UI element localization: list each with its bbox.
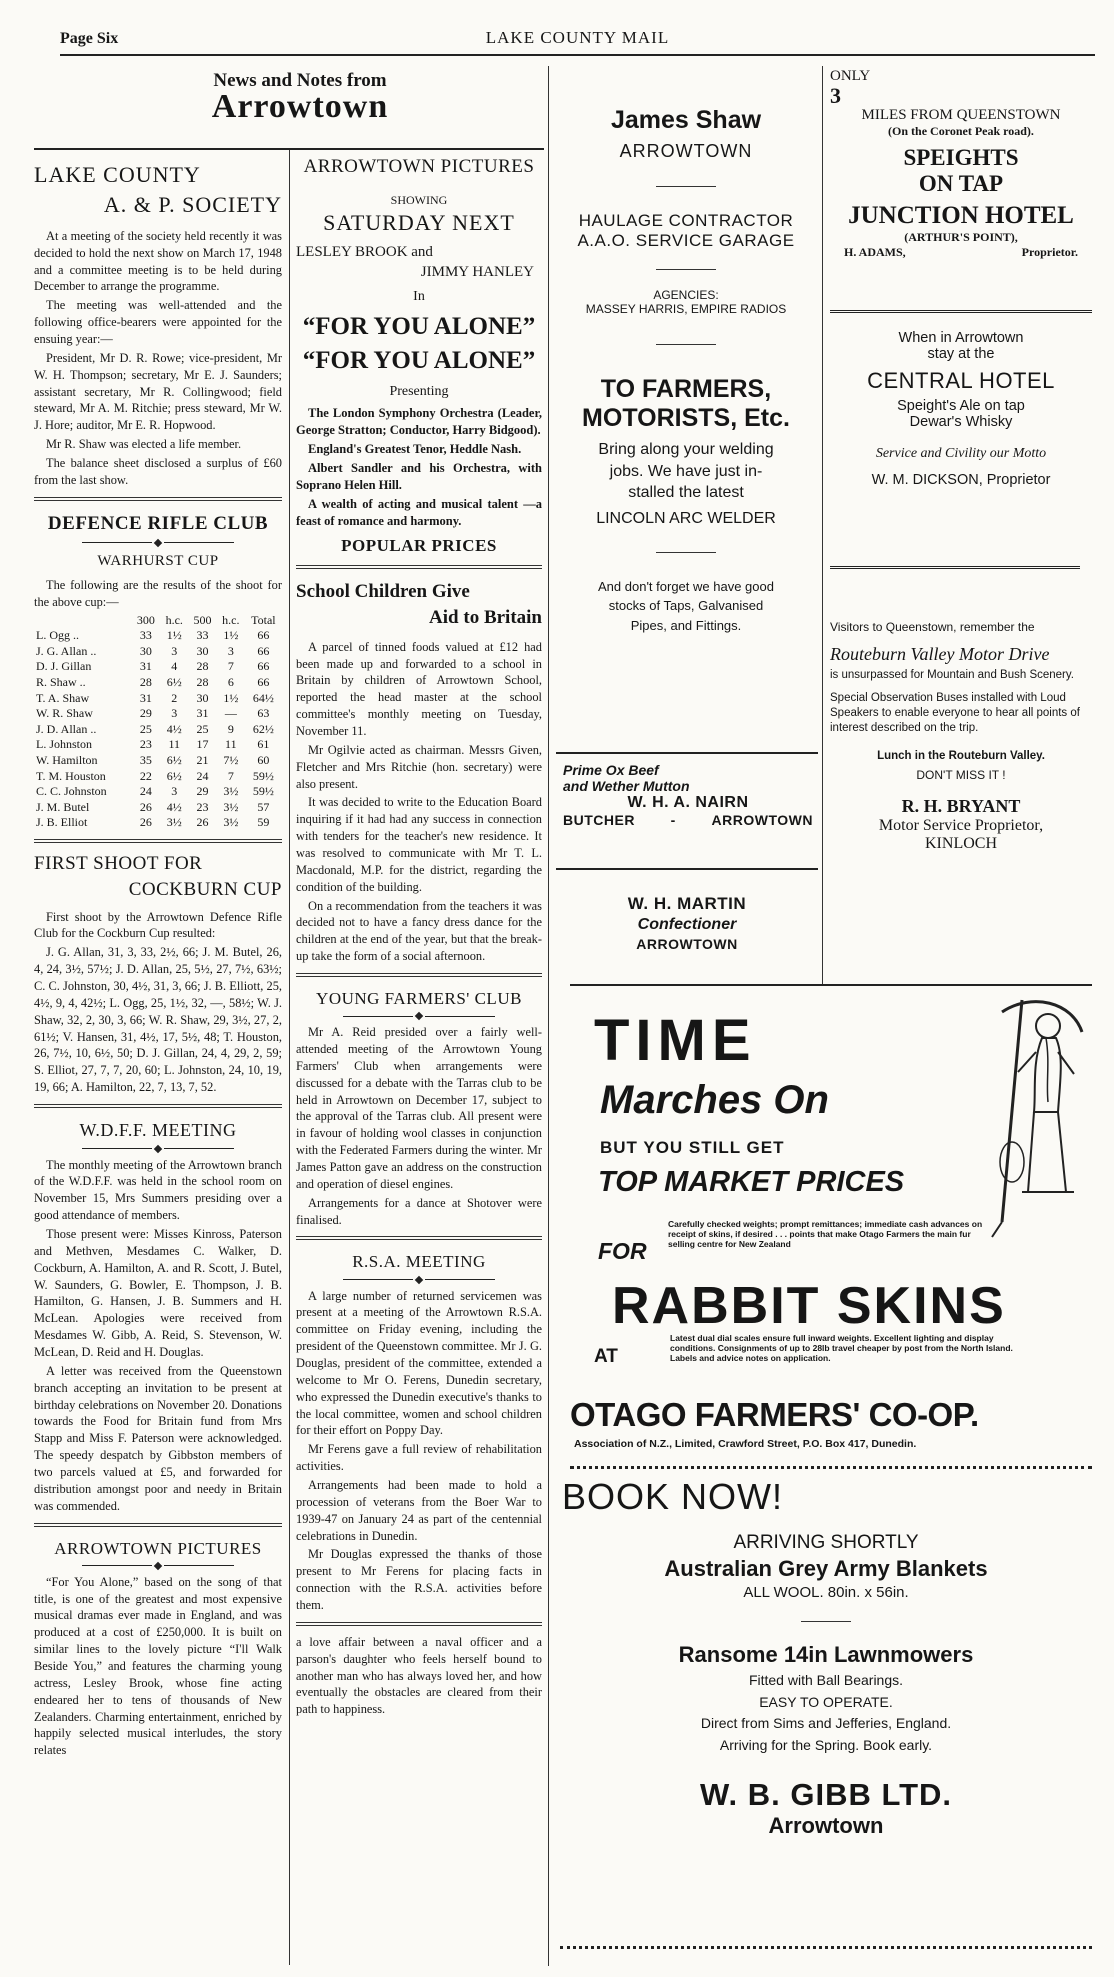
school-para: A parcel of tinned foods valued at £12 had been made up and forwarded to a school in Britain by children of Arrowtown School, reported the head master at the school committee's monthly meeting on Tuesday, November 11. bbox=[296, 639, 542, 738]
ornament-rule bbox=[34, 1562, 282, 1570]
table-row: T. A. Shaw 31 2 30 1½ 64½ bbox=[36, 690, 274, 705]
section-rule bbox=[34, 1523, 282, 1527]
star-2: JIMMY HANLEY bbox=[420, 264, 534, 281]
central-name: CENTRAL HOTEL bbox=[867, 368, 1055, 393]
gibb-fitted: Fitted with Ball Bearings. bbox=[748, 1672, 904, 1688]
lcas-title-1: LAKE COUNTY bbox=[34, 162, 201, 187]
table-row: L. Johnston 23 11 17 11 61 bbox=[36, 737, 270, 752]
lcas-para: The meeting was well-attended and the following office-bearers were appointed for the ensuing year:— bbox=[34, 298, 282, 346]
ad-line: A wealth of acting and musical talent —a feast of romance and harmony. bbox=[296, 496, 542, 528]
routeburn-special: Special Observation Buses installed with Loud Speakers to enable everyone to hear all points of interest described on the trip. bbox=[830, 692, 1080, 734]
showing-when: SATURDAY NEXT bbox=[323, 210, 515, 236]
gibb-spring: Arriving for the Spring. Book early. bbox=[719, 1737, 933, 1754]
gibb-town: Arrowtown bbox=[768, 1812, 884, 1838]
routeburn-lunch: Lunch in the Routeburn Valley. bbox=[877, 749, 1045, 762]
wdff-para: Those present were: Misses Kinross, Paterson and Methven, Mesdames C. Walker, D. Cockburn, A. Hamilton, A. and R. Scott, J. Butel, W. Saunders, G. Bowler, E. Thompson, J. B. Hamilton, G. Hansen, J. B. Summers and H. McLean. Apologies were received from Mesdames W. Gibb, A. Reid, S. Stevenson, W. McLean, D. Reid and H. Douglas. bbox=[34, 1226, 282, 1359]
dont-line: And don't forget we have good bbox=[598, 578, 774, 594]
section-rule bbox=[34, 497, 282, 501]
school-para: Mr Ogilvie acted as chairman. Messrs Given, Fletcher and Mrs Ritchie (hon. secretary) were also present. bbox=[296, 742, 542, 791]
ad-rule bbox=[556, 752, 818, 754]
otago-top: TOP MARKET PRICES bbox=[598, 1166, 905, 1198]
junction-only: ONLY bbox=[830, 68, 871, 84]
junction-hotel: JUNCTION HOTEL bbox=[848, 201, 1074, 229]
routeburn-title: Motor Service Proprietor, bbox=[878, 816, 1044, 834]
school-para: It was decided to write to the Education Board inquiring if it had had any success in connection with tenders for the teacher's new residence. It was resolved to communicate with Mr T. L. Macdonald, M.P. for the district, regarding the condition of the building. bbox=[296, 795, 542, 894]
section-rule bbox=[296, 1236, 542, 1240]
shaw-name: James Shaw bbox=[610, 106, 762, 134]
table-row: W. R. Shaw 29 3 31 — 63 bbox=[36, 706, 270, 721]
agencies-brands: MASSEY HARRIS, EMPIRE RADIOS bbox=[585, 302, 787, 316]
rsa-para: Mr Ferens gave a full review of rehabilitation activities. bbox=[296, 1442, 542, 1474]
routeburn-name: Routeburn Valley Motor Drive bbox=[830, 644, 1050, 664]
nairn-dash: - bbox=[670, 812, 676, 828]
nairn-line-2: and Wether Mutton bbox=[563, 778, 690, 794]
central-motto: Service and Civility our Motto bbox=[875, 446, 1047, 461]
martin-trade: Confectioner bbox=[637, 916, 737, 933]
section-rule bbox=[296, 1622, 542, 1626]
junction-owner: H. ADAMS, bbox=[844, 244, 906, 259]
rsa-para: A large number of returned servicemen was present at a meeting of the Arrowtown R.S.A. committee on Friday evening, including the president of the Queenstown committee. Mr J. G. Douglas, president of the committee, extended a welcome to Mr O. Ferens, Dunedin secretary, who expressed the Dunedin executive's thanks to the local committee, women and school children for their effort on Poppy Day. bbox=[296, 1288, 542, 1438]
pictures-continued: a love affair between a naval officer and a parson's daughter who feels herself bound to another man who has always loved her, and how eventually the obstacles are cleared from their path to happiness. bbox=[296, 1634, 542, 1717]
otago-small-2: Latest dual dial scales ensure full inward weights. Excellent lighting and display conditions. Consignments of up to 28lb travel cheaper by post from the North Island. Labels and advice notes on application. bbox=[670, 1333, 1013, 1363]
ad-rule bbox=[556, 868, 818, 870]
showing-label: SHOWING bbox=[390, 192, 448, 207]
ad-line: The London Symphony Orchestra (Leader, George Stratton; Conductor, Harry Bidgood). bbox=[296, 405, 542, 437]
ad-rule bbox=[830, 566, 1080, 569]
to-farmers: TO FARMERS, bbox=[600, 375, 772, 403]
dont-line: Pipes, and Fittings. bbox=[630, 617, 742, 633]
nairn-town: ARROWTOWN bbox=[711, 812, 813, 828]
presenting-label: Presenting bbox=[389, 383, 449, 399]
nairn-trade: BUTCHER bbox=[563, 812, 635, 828]
pictures-para: “For You Alone,” based on the song of that title, is one of the greatest and most expensive musical dramas ever made in England, and was produced at a cost of £250,000. It is built on similar lines to the lovely picture “I'll Walk Beside You,” and features the charming young actress, Lesley Brook, whose fine acting endeared her to tens of thousands of New Zealanders. Charming entertainment, enriched by happily selected musical interludes, the story relates bbox=[34, 1574, 282, 1758]
rsa-para: Arrangements had been made to hold a procession of veterans from the Boer War to 1939-47 on January 24 as part of the centennial celebrations in Dunedin. bbox=[296, 1477, 542, 1543]
nairn-name: W. H. A. NAIRN bbox=[627, 794, 749, 811]
martin-name: W. H. MARTIN bbox=[627, 894, 747, 913]
in-label: In bbox=[413, 288, 425, 304]
section-rule bbox=[34, 839, 282, 843]
welder: LINCOLN ARC WELDER bbox=[596, 509, 776, 527]
junction-road: (On the Coronet Peak road). bbox=[888, 124, 1034, 138]
martin-ad bbox=[556, 894, 818, 952]
column-rule bbox=[548, 66, 549, 1966]
central-ad bbox=[830, 330, 1092, 488]
nairn-ad bbox=[563, 762, 813, 828]
gibb-easy: EASY TO OPERATE. bbox=[759, 1693, 893, 1710]
ornament-rule bbox=[34, 539, 282, 547]
page-number: Page Six bbox=[60, 30, 119, 47]
central-when-2: stay at the bbox=[927, 346, 995, 362]
shaw-line-1: HAULAGE CONTRACTOR bbox=[578, 211, 794, 230]
rifle-results-table bbox=[34, 613, 282, 831]
lcas-title-2: A. & P. SOCIETY bbox=[103, 191, 282, 217]
page-header bbox=[60, 28, 1095, 56]
school-title-2: Aid to Britain bbox=[429, 606, 542, 628]
otago-but: BUT YOU STILL GET bbox=[600, 1138, 785, 1157]
otago-rabbit: RABBIT SKINS bbox=[612, 1277, 1006, 1335]
pictures-title: ARROWTOWN PICTURES bbox=[54, 1538, 262, 1558]
routeburn-ad bbox=[830, 620, 1092, 853]
table-row: C. C. Johnston 24 3 29 3½ 59½ bbox=[36, 784, 274, 799]
routeburn-owner: R. H. BRYANT bbox=[901, 795, 1021, 816]
central-owner: W. M. DICKSON, Proprietor bbox=[871, 472, 1051, 488]
bring-line: jobs. We have just in- bbox=[609, 462, 763, 480]
wdff-para: The monthly meeting of the Arrowtown branch of the W.D.F.F. was held in the school room on November 15, Mrs Summers presiding over a good attendance of members. bbox=[34, 1157, 282, 1223]
film-title-2: “FOR YOU ALONE” bbox=[302, 346, 536, 374]
ad-line: England's Greatest Tenor, Heddle Nash. bbox=[308, 441, 522, 456]
school-title-1: School Children Give bbox=[296, 581, 470, 602]
to-motorists: MOTORISTS, Etc. bbox=[582, 404, 790, 432]
agencies-label: AGENCIES: bbox=[653, 288, 719, 302]
ornament-rule bbox=[296, 1276, 542, 1284]
table-row: T. M. Houston 22 6½ 24 7 59½ bbox=[36, 768, 274, 783]
speights-1: SPEIGHTS bbox=[903, 145, 1019, 170]
lcas-para: Mr R. Shaw was elected a life member. bbox=[46, 437, 242, 452]
junction-miles: MILES FROM QUEENSTOWN bbox=[861, 107, 1061, 123]
banner-title: Arrowtown bbox=[211, 88, 389, 125]
dont-line: stocks of Taps, Galvanised bbox=[608, 598, 764, 614]
nairn-trade-row bbox=[563, 812, 813, 828]
section-rule bbox=[34, 1104, 282, 1108]
junction-num: 3 bbox=[830, 83, 841, 108]
table-row: W. Hamilton 35 6½ 21 7½ 60 bbox=[36, 752, 270, 767]
cockburn-para: First shoot by the Arrowtown Defence Rifle Club for the Cockburn Cup resulted: bbox=[34, 909, 282, 941]
martin-town: ARROWTOWN bbox=[636, 936, 738, 952]
gibb-ad bbox=[560, 1476, 1092, 1942]
farmers-title: YOUNG FARMERS' CLUB bbox=[316, 988, 522, 1008]
table-row: L. Ogg .. 33 1½ 33 1½ 66 bbox=[36, 628, 270, 643]
cockburn-title-2: COCKBURN CUP bbox=[128, 878, 282, 900]
otago-ad bbox=[570, 992, 1092, 1462]
star-1: LESLEY BROOK and bbox=[296, 244, 433, 261]
column-2 bbox=[296, 150, 542, 1720]
short-rule bbox=[801, 1621, 851, 1622]
dotted-rule bbox=[560, 1946, 1092, 1949]
shaw-ad bbox=[556, 106, 816, 635]
banner-small: News and Notes from bbox=[213, 70, 387, 91]
column-1 bbox=[34, 156, 282, 1761]
rsa-title: R.S.A. MEETING bbox=[352, 1252, 486, 1272]
table-row: D. J. Gillan 31 4 28 7 66 bbox=[36, 659, 270, 674]
gibb-blankets: Australian Grey Army Blankets bbox=[664, 1556, 988, 1581]
shaw-line-2: A.A.O. SERVICE GARAGE bbox=[577, 231, 795, 250]
table-row: J. B. Elliot 26 3½ 26 3½ 59 bbox=[36, 815, 270, 830]
table-header-row: 300 h.c. 500 h.c. Total bbox=[136, 612, 276, 627]
ad-line: Albert Sandler and his Orchestra, with Soprano Helen Hill. bbox=[296, 460, 542, 492]
gibb-wool: ALL WOOL. 80in. x 56in. bbox=[743, 1584, 909, 1601]
lcas-para: At a meeting of the society held recently it was decided to hold the next show on March 17, 1948 and a committee meeting is to be held during December to arrange the programme. bbox=[34, 228, 282, 294]
masthead: LAKE COUNTY MAIL bbox=[485, 28, 670, 47]
short-rule bbox=[656, 269, 716, 270]
routeburn-unsur: is unsurpassed for Mountain and Bush Scenery. bbox=[830, 669, 1074, 681]
short-rule bbox=[656, 552, 716, 553]
nairn-line-1: Prime Ox Beef bbox=[563, 762, 659, 778]
wdff-title: W.D.F.F. MEETING bbox=[79, 1120, 237, 1141]
gibb-book: BOOK NOW! bbox=[562, 1476, 784, 1517]
ad-rule bbox=[570, 984, 1092, 986]
wdff-para: A letter was received from the Queenstown branch accepting an invitation to be present at birthday celebrations on November 20. Donations towards the Food for Britain fund from Mrs Stapp and Miss F. Paterson were acknowledged. The speedy despatch by Gibbston members of two parcels valued at £5, and forwarded for distribution amongst poor and needy in Britain was commended. bbox=[34, 1363, 282, 1513]
routeburn-visitors: Visitors to Queenstown, remember the bbox=[830, 620, 1035, 634]
rifle-intro: The following are the results of the shoot for the above cup:— bbox=[34, 577, 282, 609]
popular-prices: POPULAR PRICES bbox=[341, 535, 497, 555]
section-rule bbox=[296, 973, 542, 977]
otago-marches: Marches On bbox=[600, 1078, 829, 1122]
ad-rule bbox=[830, 310, 1092, 313]
short-rule bbox=[656, 186, 716, 187]
cockburn-title-1: FIRST SHOOT FOR bbox=[34, 852, 203, 874]
father-time-illustration bbox=[962, 992, 1090, 1242]
ornament-rule bbox=[296, 1012, 542, 1020]
table-row: J. G. Allan .. 30 3 30 3 66 bbox=[36, 643, 270, 658]
otago-assoc: Association of N.Z., Limited, Crawford Street, P.O. Box 417, Dunedin. bbox=[574, 1438, 917, 1450]
dotted-rule bbox=[570, 1466, 1092, 1469]
ornament-rule bbox=[34, 1145, 282, 1153]
gibb-direct: Direct from Sims and Jefferies, England. bbox=[700, 1715, 952, 1732]
rifle-subtitle: WARHURST CUP bbox=[97, 552, 219, 569]
shaw-town: ARROWTOWN bbox=[619, 141, 753, 161]
lcas-para: The balance sheet disclosed a surplus of £60 from the last show. bbox=[34, 455, 282, 487]
routeburn-place: KINLOCH bbox=[925, 834, 997, 852]
news-banner bbox=[60, 70, 540, 126]
column-rule bbox=[822, 66, 823, 984]
junction-point: (ARTHUR'S POINT), bbox=[904, 229, 1018, 244]
rifle-title: DEFENCE RIFLE CLUB bbox=[47, 512, 269, 534]
central-when-1: When in Arrowtown bbox=[898, 330, 1024, 346]
central-ale: Speight's Ale on tap bbox=[897, 398, 1025, 414]
farmers-para: Mr A. Reid presided over a fairly well-attended meeting of the Arrowtown Young Farmers' Club when arrangements were discussed for a debate with the Tarras club to be held in Arrowtown on December 17, subject to the approval of the Tarras club. All present were in favour of holding wool classes in conjunction with the Federated Farmers during the winter. Mr James Patton gave an address on the construction and operation of diesel engines. bbox=[296, 1025, 542, 1191]
bring-line: stalled the latest bbox=[628, 484, 744, 502]
rsa-para: Mr Douglas expressed the thanks of those present to Mr Ferens for placing facts in connection with the R.S.A. activities before them. bbox=[296, 1547, 542, 1612]
short-rule bbox=[656, 344, 716, 345]
film-title-1: “FOR YOU ALONE” bbox=[302, 312, 536, 340]
lcas-para: President, Mr D. R. Rowe; vice-president, Mr W. H. Thompson; secretary, Mr E. J. Saunders; assistant secretary, Mr R. Collingwood; field steward, Mr A. M. Ritchie; press steward, Mr W. J. Hore; auditor, Mr E. R. Hopwood. bbox=[34, 350, 282, 433]
gibb-ransome: Ransome 14in Lawnmowers bbox=[678, 1642, 974, 1667]
farmers-para: Arrangements for a dance at Shotover were finalised. bbox=[296, 1195, 542, 1227]
pictures-ad-title: ARROWTOWN PICTURES bbox=[303, 156, 535, 177]
table-row: J. D. Allan .. 25 4½ 25 9 62½ bbox=[36, 721, 274, 736]
gibb-name: W. B. GIBB LTD. bbox=[699, 1776, 953, 1812]
cockburn-para: J. G. Allan, 31, 3, 33, 2½, 66; J. M. Butel, 26, 4, 24, 3½, 57½; J. D. Allan, 25, 5½, 27, 7½, 63½; C. C. Johnston, 30, 4½, 31, 3, 66; J. B. Elliott, 25, 4½, 9, 4, 42½; L. Ogg, 25, 1½, 32, —, 58½; W. J. Shaw, 32, 2, 30, 3, 66; W. R. Shaw, 29, 3½, 27, 2, 61½; V. Hansen, 31, 4½, 17, 5½, 48; T. Houston, 26, 7½, 10, 6½, 50; D. J. Gillan, 24, 4, 29, 2, 59; S. Elliot, 27, 7, 7, 20, 60; L. Johnston, 24, 10, 19, 19, 66; A. Hamilton, 22, 7, 13, 7, 52. bbox=[34, 945, 282, 1095]
gibb-arriving: ARRIVING SHORTLY bbox=[733, 1532, 919, 1553]
speights-2: ON TAP bbox=[918, 171, 1004, 197]
bring-line: Bring along your welding bbox=[598, 441, 774, 458]
junction-ad bbox=[830, 68, 1092, 260]
column-rule bbox=[289, 150, 290, 1965]
otago-coop: OTAGO FARMERS' CO-OP. bbox=[570, 1396, 979, 1433]
junction-owner-row bbox=[830, 245, 1092, 260]
otago-at: AT bbox=[594, 1346, 618, 1367]
otago-time: TIME bbox=[594, 1008, 757, 1073]
table-row: J. M. Butel 26 4½ 23 3½ 57 bbox=[36, 799, 270, 814]
otago-small-1: Carefully checked weights; prompt remittances; immediate cash advances on receipt of skins, if desired . . . points that make Otago Farmers the main fur selling centre for New Zealand bbox=[668, 1219, 983, 1249]
routeburn-miss: DON'T MISS IT ! bbox=[916, 767, 1006, 782]
otago-for: FOR bbox=[598, 1238, 647, 1264]
table-row: R. Shaw .. 28 6½ 28 6 66 bbox=[36, 675, 270, 690]
junction-prop: Proprietor. bbox=[1021, 244, 1078, 259]
section-rule bbox=[296, 565, 542, 569]
central-whisky: Dewar's Whisky bbox=[909, 414, 1013, 430]
school-para: On a recommendation from the teachers it was decided not to have a fancy dress dance for the children at the end of the year, but that the break-up take the form of a social afternoon. bbox=[296, 898, 542, 964]
